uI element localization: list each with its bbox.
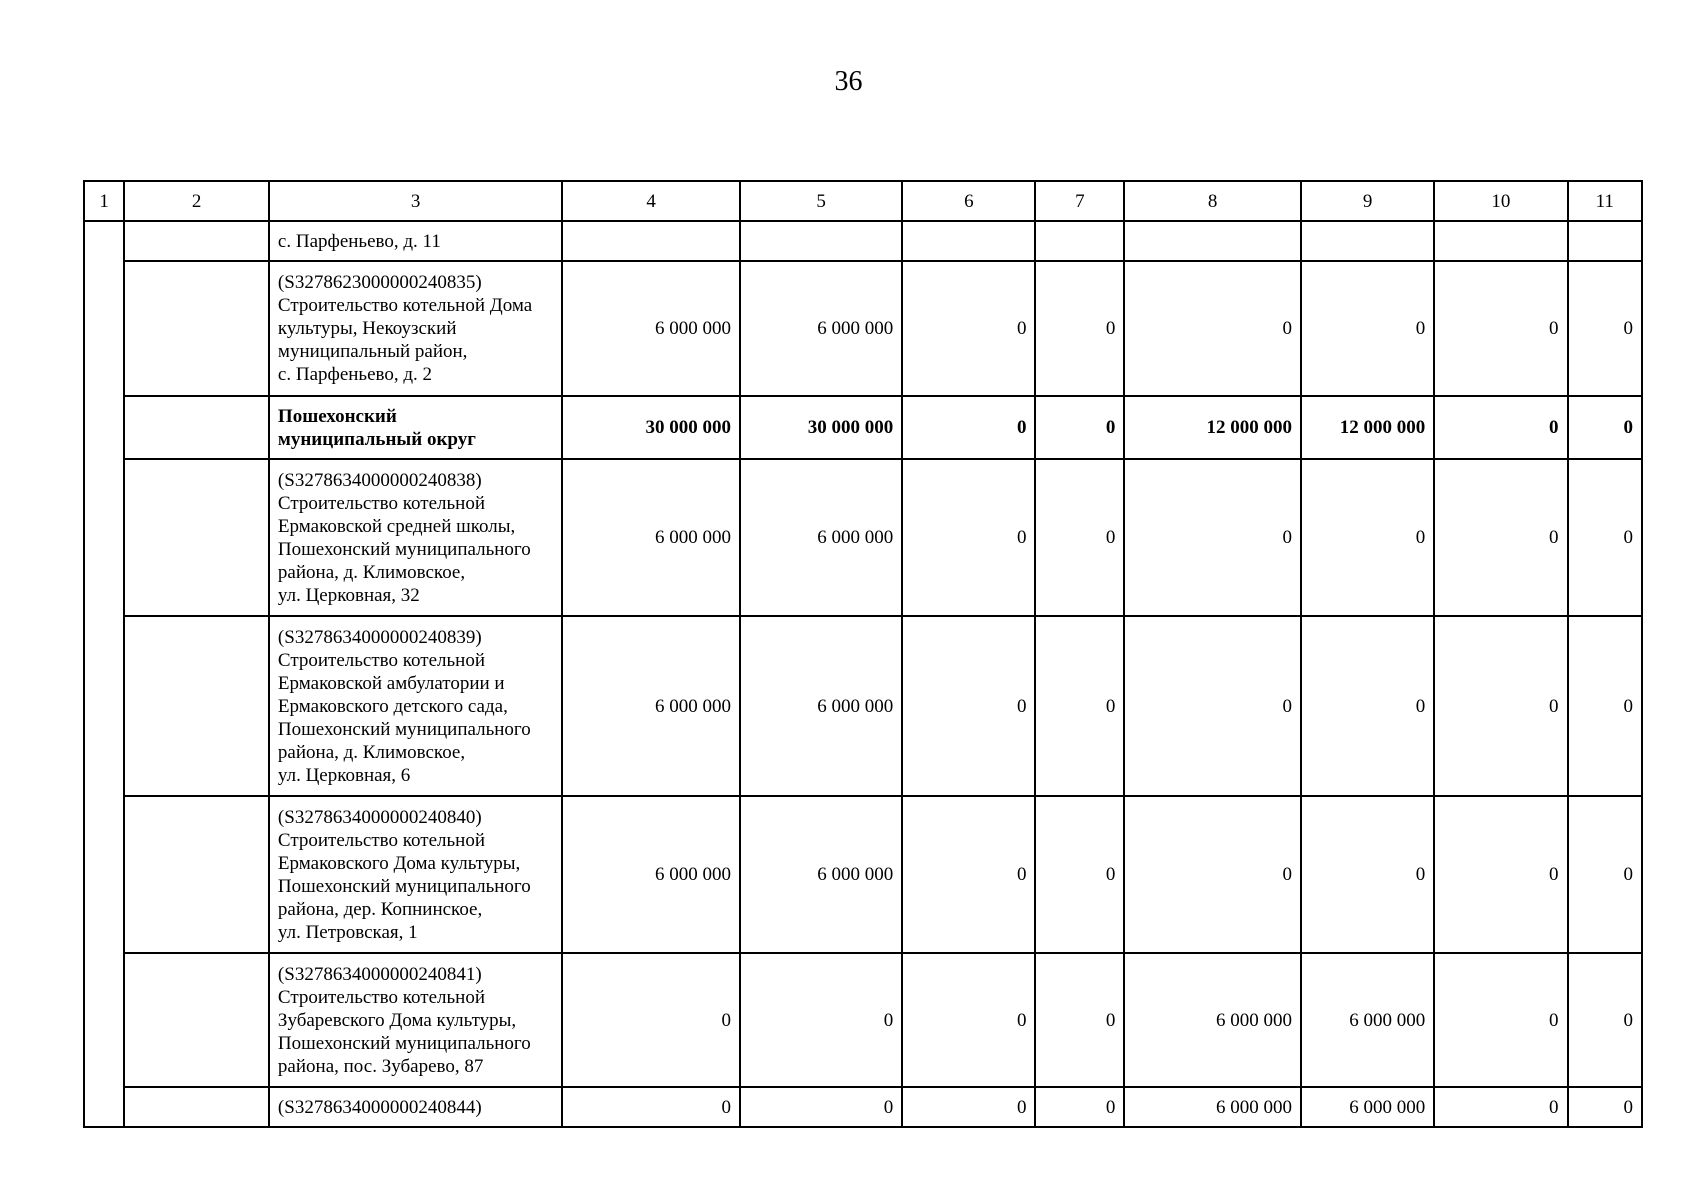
table-row [84,221,1642,261]
header-cell: 10 [1434,181,1567,221]
value-cell-col7: 0 [1035,953,1124,1087]
header-cell: 4 [562,181,740,221]
value-cell-col6: 0 [902,459,1035,616]
description-line: Строительство котельной [277,649,485,671]
value-cell-col7: 0 [1035,261,1124,396]
value-cell-col11: 0 [1568,459,1642,616]
description-line: (S3278634000000240844) [277,1096,482,1118]
value-cell-col9: 0 [1301,616,1434,796]
table-row [84,261,1642,396]
value-cell-col11: 0 [1568,796,1642,953]
value-cell-col11: 0 [1568,396,1642,459]
description-cell [269,1087,562,1127]
header-cell: 5 [740,181,902,221]
value-cell-col5: 0 [740,1087,902,1127]
value-cell-col8: 6 000 000 [1124,1087,1301,1127]
description-line: района, д. Климовское, [277,741,466,763]
description-line: муниципальный район, [277,341,468,362]
value-cell-col6: 0 [902,396,1035,459]
col2-cell [124,796,269,953]
description-line: (S3278623000000240835) [277,272,482,293]
col2-cell [124,1087,269,1127]
header-cell: 3 [269,181,562,221]
value-cell-col7: 0 [1035,796,1124,953]
value-cell-col8: 0 [1124,261,1301,396]
table-row [84,953,1642,1087]
col2-cell [124,953,269,1087]
description-line: Строительство котельной [277,986,485,1008]
value-cell-col10: 0 [1434,459,1567,616]
value-cell-col7: 0 [1035,396,1124,459]
value-cell-col6: 0 [902,1087,1035,1127]
header-cell: 9 [1301,181,1434,221]
value-cell-col6: 0 [902,953,1035,1087]
value-cell-col5 [740,221,902,261]
description-cell [269,953,562,1087]
value-cell-col9: 6 000 000 [1301,953,1434,1087]
value-cell-col7: 0 [1035,616,1124,796]
value-cell-col5: 30 000 000 [740,396,902,459]
description-line: района, д. Климовское, [277,561,466,583]
value-cell-col10: 0 [1434,953,1567,1087]
description-line: ул. Церковная, 6 [277,764,411,786]
value-cell-col4: 6 000 000 [562,796,740,953]
header-cell: 6 [902,181,1035,221]
value-cell-col11: 0 [1568,1087,1642,1127]
value-cell-col4: 6 000 000 [562,459,740,616]
value-cell-col4: 6 000 000 [562,261,740,396]
description-line: (S3278634000000240840) [277,806,482,828]
value-cell-col6: 0 [902,261,1035,396]
table-row [84,396,1642,459]
value-cell-col5: 0 [740,953,902,1087]
value-cell-col6 [902,221,1035,261]
description-line: муниципальный округ [277,428,476,450]
header-row [84,181,1642,221]
col2-cell [124,221,269,261]
description-line: (S3278634000000240839) [277,626,482,648]
header-cell: 1 [84,181,124,221]
description-cell [269,796,562,953]
description-line: Строительство котельной Дома [277,295,533,316]
description-line: района, пос. Зубарево, 87 [277,1055,484,1077]
description-line: с. Парфеньево, д. 2 [277,364,433,385]
value-cell-col5: 6 000 000 [740,459,902,616]
description-line: Пошехонский муниципального [277,875,531,897]
description-cell [269,459,562,616]
col2-cell [124,616,269,796]
value-cell-col9: 6 000 000 [1301,1087,1434,1127]
value-cell-col11: 0 [1568,261,1642,396]
table-row [84,796,1642,953]
value-cell-col9: 0 [1301,796,1434,953]
value-cell-col7: 0 [1035,1087,1124,1127]
header-cell: 7 [1035,181,1124,221]
value-cell-col6: 0 [902,616,1035,796]
table-row [84,616,1642,796]
value-cell-col4: 0 [562,1087,740,1127]
description-line: района, дер. Копнинское, [277,898,483,920]
col2-cell [124,459,269,616]
value-cell-col8: 12 000 000 [1124,396,1301,459]
value-cell-col9: 12 000 000 [1301,396,1434,459]
value-cell-col5: 6 000 000 [740,796,902,953]
value-cell-col10: 0 [1434,396,1567,459]
description-cell [269,221,562,261]
value-cell-col5: 6 000 000 [740,616,902,796]
description-line: Ермаковской амбулатории и [277,672,505,694]
value-cell-col7: 0 [1035,459,1124,616]
value-cell-col7 [1035,221,1124,261]
value-cell-col8 [1124,221,1301,261]
description-cell [269,396,562,459]
description-line: Зубаревского Дома культуры, [277,1009,517,1031]
description-cell [269,261,562,396]
value-cell-col9 [1301,221,1434,261]
value-cell-col10: 0 [1434,616,1567,796]
value-cell-col9: 0 [1301,459,1434,616]
description-line: (S3278634000000240838) [277,469,482,491]
page-number: 36 [834,66,863,97]
description-line: Строительство котельной [277,829,485,851]
value-cell-col10: 0 [1434,1087,1567,1127]
description-line: культуры, Некоузский [277,318,457,339]
value-cell-col5: 6 000 000 [740,261,902,396]
description-line: (S3278634000000240841) [277,963,482,985]
description-line: Пошехонский муниципального [277,1032,531,1054]
value-cell-col4: 0 [562,953,740,1087]
value-cell-col8: 0 [1124,459,1301,616]
description-line: Пошехонский муниципального [277,538,531,560]
value-cell-col10: 0 [1434,261,1567,396]
description-line: с. Парфеньево, д. 11 [277,230,441,252]
description-line: ул. Церковная, 32 [277,584,420,606]
description-line: Ермаковского детского сада, [277,695,508,717]
value-cell-col11: 0 [1568,616,1642,796]
description-cell [269,616,562,796]
description-line: Ермаковского Дома культуры, [277,852,521,874]
value-cell-col8: 6 000 000 [1124,953,1301,1087]
value-cell-col4: 30 000 000 [562,396,740,459]
table-row [84,459,1642,616]
col2-cell [124,261,269,396]
col2-cell [124,396,269,459]
value-cell-col9: 0 [1301,261,1434,396]
description-line: ул. Петровская, 1 [277,921,418,943]
col1-merged-cell [84,221,124,1127]
table-body [84,221,1642,1127]
table-row [84,1087,1642,1127]
value-cell-col8: 0 [1124,616,1301,796]
value-cell-col10 [1434,221,1567,261]
budget-table [83,180,1643,1128]
value-cell-col4 [562,221,740,261]
value-cell-col11: 0 [1568,953,1642,1087]
value-cell-col8: 0 [1124,796,1301,953]
description-line: Ермаковской средней школы, [277,515,516,537]
description-line: Пошехонский [277,405,397,427]
header-cell: 2 [124,181,269,221]
value-cell-col10: 0 [1434,796,1567,953]
value-cell-col4: 6 000 000 [562,616,740,796]
value-cell-col6: 0 [902,796,1035,953]
description-line: Пошехонский муниципального [277,718,531,740]
description-line: Строительство котельной [277,492,485,514]
header-cell: 11 [1568,181,1642,221]
header-cell: 8 [1124,181,1301,221]
value-cell-col11 [1568,221,1642,261]
